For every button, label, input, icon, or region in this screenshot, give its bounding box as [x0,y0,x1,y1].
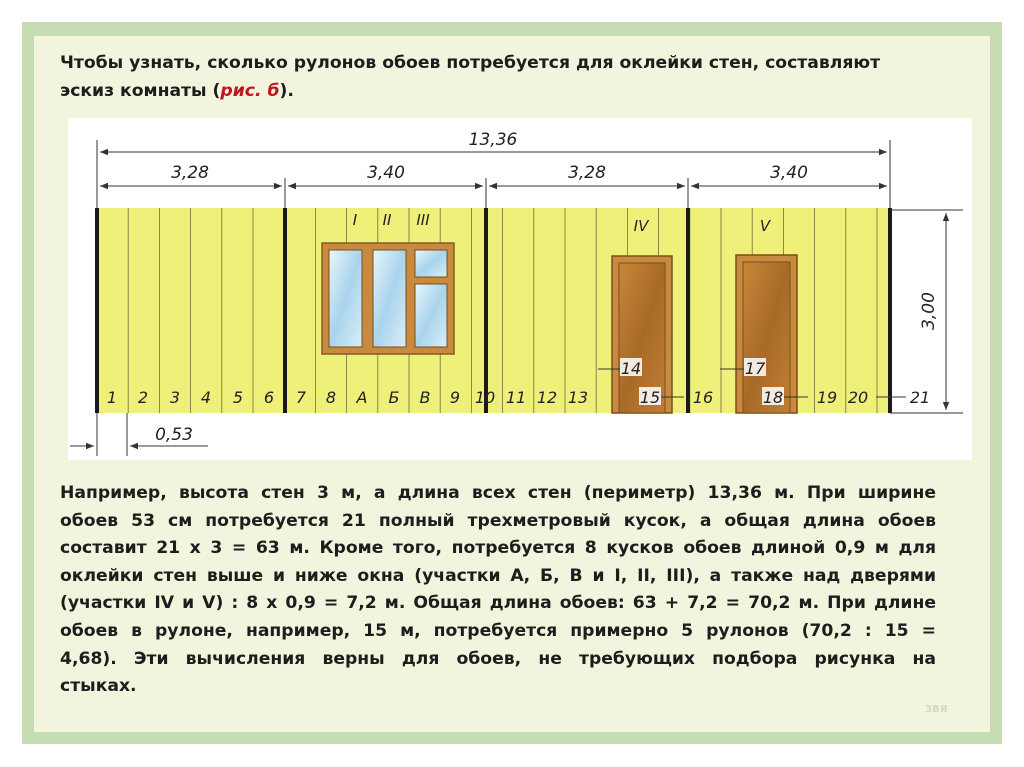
segment-label-1: 3,28 [171,163,209,183]
strip-number: 5 [232,388,244,407]
explanation-line-3: составит 21 х 3 = 63 м. Кроме того, потребуется 8 кусков обоев длиной 0,9 м для [60,538,936,559]
explanation-paragraph [60,480,936,701]
strip-number: 12 [536,388,558,407]
watermark: ЗВЯ [925,704,948,715]
strip-number: 16 [692,388,714,407]
strip-number: Б [388,388,400,407]
strip-number: 19 [816,388,838,407]
explanation-line-1: Например, высота стен 3 м, а длина всех стен (периметр) 13,36 м. При ширине [60,483,936,503]
strip-number: 3 [169,388,181,407]
explanation-line-8: стыках. [60,676,137,697]
strip-number: 2 [137,388,149,407]
door-label-4: IV [633,217,649,235]
strip-number: 13 [567,388,589,407]
strip-number: 9 [449,388,461,407]
strip-number: 4 [200,388,212,407]
explanation-line-7: 4,68). Эти вычисления верны для обоев, не требующих подбора рисунка на [60,648,936,669]
strip-number: 8 [325,388,337,407]
segment-label-4: 3,40 [770,163,808,183]
strip-number: 6 [263,388,275,407]
window-label-2: II [382,211,392,229]
total-length-label: 13,36 [468,130,518,150]
figure-reference: рис. б [220,80,280,101]
strip-number: 10 [474,388,496,407]
room-sketch-figure [68,118,972,460]
door-label-5: V [759,217,771,235]
explanation-line-6: обоев в рулоне, например, 15 м, потребуется примерно 5 рулонов (70,2 : 15 = [60,620,936,641]
strip-number: 21 [909,388,931,407]
strip-number: 11 [505,388,527,407]
room-sketch-svg [68,118,972,460]
explanation-line-2: обоев 53 см потребуется 21 полный трехметровый кусок, а общая длина обоев [60,510,936,531]
strip-number: В [419,388,431,407]
strip-number: 20 [847,388,869,407]
window-label-1: I [352,211,358,229]
intro-line-2 [60,78,936,106]
segment-label-2: 3,40 [367,163,405,183]
strip-number: 7 [295,388,307,407]
strip-number: 18 [762,388,784,407]
intro-line-2-post: ). [279,80,294,101]
window-label-3: III [416,211,430,229]
strip-number: 17 [744,359,766,378]
strip-width-label: 0,53 [155,425,193,445]
strip-number: А [356,388,368,407]
strip-number: 1 [106,388,118,407]
explanation-line-5: (участки IV и V) : 8 х 0,9 = 7,2 м. Общая длина обоев: 63 + 7,2 = 70,2 м. При длине [60,593,936,614]
window [322,243,454,354]
height-label: 3,00 [919,292,939,330]
strip-number: 15 [639,388,661,407]
explanation-line-4: оклейки стен выше и ниже окна (участки А, Б, В и I, II, III), а также над дверями [60,565,936,586]
segment-label-3: 3,28 [568,163,606,183]
intro-line-1: Чтобы узнать, сколько рулонов обоев потребуется для оклейки стен, составляют [60,53,881,73]
strip-number: 14 [620,359,642,378]
intro-line-2-pre: эскиз комнаты ( [60,80,221,101]
